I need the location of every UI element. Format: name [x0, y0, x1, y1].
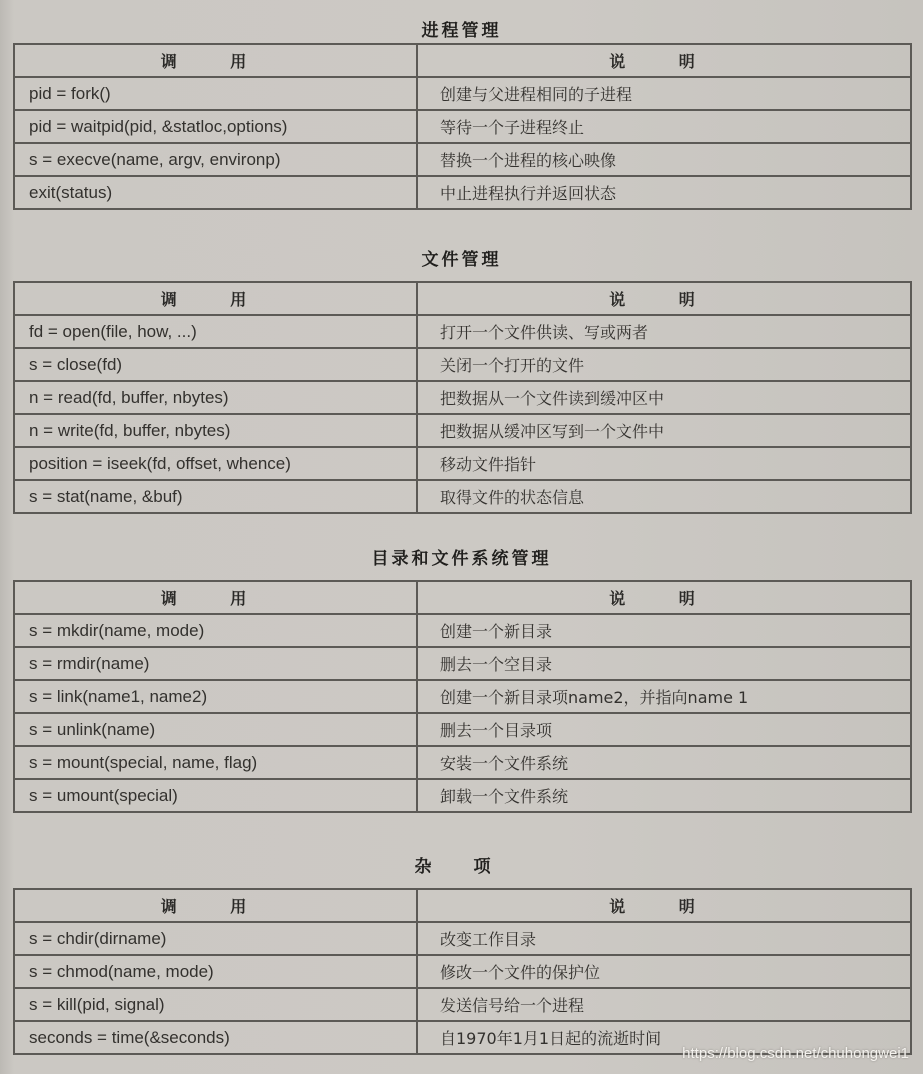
table-row: [14, 143, 911, 176]
column-header-description: 说 明: [417, 44, 911, 77]
table-row: [14, 414, 911, 447]
description-cell: 打开一个文件供读、写或两者: [417, 315, 911, 348]
column-header-call: 调 用: [14, 889, 417, 922]
description-cell: 卸载一个文件系统: [417, 779, 911, 812]
column-header-description: 说 明: [417, 581, 911, 614]
section-title: 文件管理: [421, 250, 502, 270]
description-cell: 删去一个空目录: [417, 647, 911, 680]
call-cell: s = stat(name, &buf): [14, 480, 417, 513]
description-cell: 把数据从缓冲区写到一个文件中: [417, 414, 911, 447]
table-row: [14, 922, 911, 955]
description-cell: 创建一个新目录: [417, 614, 911, 647]
call-cell: n = read(fd, buffer, nbytes): [14, 381, 417, 414]
table-row: [14, 746, 911, 779]
description-cell: 关闭一个打开的文件: [417, 348, 911, 381]
call-cell: pid = waitpid(pid, &statloc,options): [14, 110, 417, 143]
table-row: [14, 315, 911, 348]
call-cell: n = write(fd, buffer, nbytes): [14, 414, 417, 447]
table-row: [14, 77, 911, 110]
call-cell: pid = fork(): [14, 77, 417, 110]
table-row: [14, 447, 911, 480]
description-cell: 把数据从一个文件读到缓冲区中: [417, 381, 911, 414]
table-row: [14, 110, 911, 143]
call-cell: s = execve(name, argv, environp): [14, 143, 417, 176]
table-row: [14, 647, 911, 680]
description-cell: 删去一个目录项: [417, 713, 911, 746]
call-cell: s = mount(special, name, flag): [14, 746, 417, 779]
table-row: [14, 988, 911, 1021]
call-cell: exit(status): [14, 176, 417, 209]
column-header-description: 说 明: [417, 282, 911, 315]
description-cell: 创建与父进程相同的子进程: [417, 77, 911, 110]
description-cell: 发送信号给一个进程: [417, 988, 911, 1021]
call-cell: s = chmod(name, mode): [14, 955, 417, 988]
syscall-table: [13, 580, 912, 813]
description-cell: 取得文件的状态信息: [417, 480, 911, 513]
call-cell: position = iseek(fd, offset, whence): [14, 447, 417, 480]
table-row: [14, 713, 911, 746]
call-cell: seconds = time(&seconds): [14, 1021, 417, 1054]
call-cell: s = unlink(name): [14, 713, 417, 746]
section-title: 目录和文件系统管理: [371, 549, 552, 569]
call-cell: s = chdir(dirname): [14, 922, 417, 955]
description-cell: 替换一个进程的核心映像: [417, 143, 911, 176]
description-cell: 修改一个文件的保护位: [417, 955, 911, 988]
table-header-row: [14, 889, 911, 922]
description-cell: 创建一个新目录项name2，并指向name 1: [417, 680, 911, 713]
description-cell: 中止进程执行并返回状态: [417, 176, 911, 209]
table-header-row: [14, 581, 911, 614]
column-header-call: 调 用: [14, 282, 417, 315]
description-cell: 等待一个子进程终止: [417, 110, 911, 143]
table-row: [14, 176, 911, 209]
call-cell: s = mkdir(name, mode): [14, 614, 417, 647]
description-cell: 自1970年1月1日起的流逝时间: [417, 1021, 911, 1054]
table-row: [14, 955, 911, 988]
table-header-row: [14, 44, 911, 77]
call-cell: s = close(fd): [14, 348, 417, 381]
call-cell: s = kill(pid, signal): [14, 988, 417, 1021]
column-header-call: 调 用: [14, 581, 417, 614]
section-title: 杂 项: [414, 857, 509, 877]
table-row: [14, 779, 911, 812]
table-header-row: [14, 282, 911, 315]
watermark: https://blog.csdn.net/chuhongwei1: [682, 1045, 909, 1062]
section-title: 进程管理: [421, 21, 502, 41]
syscall-table: [13, 281, 912, 514]
column-header-description: 说 明: [417, 889, 911, 922]
table-row: [14, 480, 911, 513]
column-header-call: 调 用: [14, 44, 417, 77]
table-row: [14, 680, 911, 713]
call-cell: s = rmdir(name): [14, 647, 417, 680]
call-cell: fd = open(file, how, ...): [14, 315, 417, 348]
syscall-table: [13, 43, 912, 210]
table-row: [14, 348, 911, 381]
table-row: [14, 614, 911, 647]
table-row: [14, 381, 911, 414]
call-cell: s = link(name1, name2): [14, 680, 417, 713]
description-cell: 移动文件指针: [417, 447, 911, 480]
description-cell: 改变工作目录: [417, 922, 911, 955]
call-cell: s = umount(special): [14, 779, 417, 812]
syscall-table: [13, 888, 912, 1055]
description-cell: 安装一个文件系统: [417, 746, 911, 779]
